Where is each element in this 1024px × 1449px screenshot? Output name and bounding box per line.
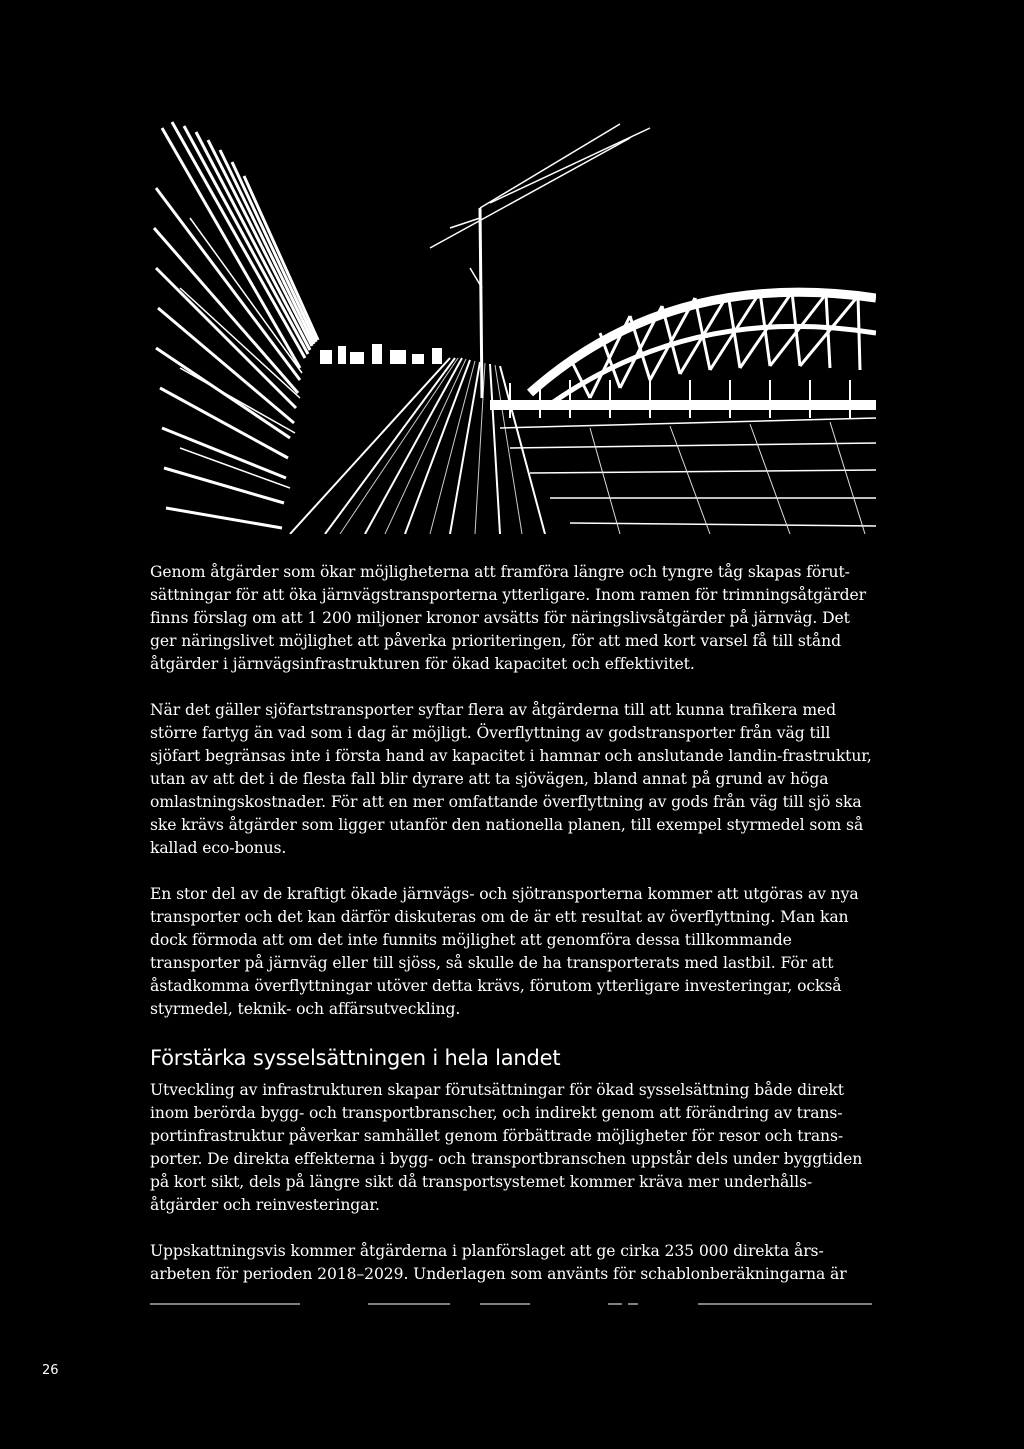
bottom-rule — [150, 1290, 878, 1310]
section-heading: Förstärka sysselsättningen i hela landet — [150, 1046, 561, 1070]
body-text — [150, 561, 878, 1310]
paragraph-4: Utveckling av infrastrukturen skapar förutsättningar för ökad sysselsättning både direkt inom berörda bygg- och transportbranscher, och indirekt genom att förändring av trans-portinfrastruktur påverkar samhället genom förbättrade möjligheter för resor och trans-porter. De direkta effekterna i bygg- och transportbranschen uppstår dels under byggtiden på kort sikt, dels på längre sikt då transportsystemet kommer kräva mer underhålls-åtgärder och reinvesteringar. — [150, 1081, 863, 1214]
railway-bridge-photo — [150, 118, 876, 534]
page-number: 26 — [42, 1363, 59, 1378]
paragraph-2: När det gäller sjöfartstransporter syftar flera av åtgärderna till att kunna trafikera med större fartyg än vad som i dag är möjligt. Överflyttning av godstransporter från väg till sjöfart begränsas inte i första hand av kapacitet i hamnar och anslutande landin-frastruktur, utan av att det i de flesta fall blir dyrare att ta sjövägen, bland annat på grund av höga omlastningskostnader. För att en mer omfattande överflyttning av gods från väg till sjö ska ske krävs åtgärder som ligger utanför den nationella planen, till exempel styrmedel som så kallad eco-bonus. — [150, 701, 872, 857]
paragraph-3: En stor del av de kraftigt ökade järnvägs- och sjötransporterna kommer att utgöras av nya transporter och det kan därför diskuteras om de är ett resultat av överflyttning. Man kan dock förmoda att om det inte funnits möjlighet att genomföra dessa tillkommande transporter på järnväg eller till sjöss, så skulle de ha transporterats med lastbil. För att åstadkomma överflyttningar utöver detta krävs, förutom ytterligare investeringar, också styrmedel, teknik- och affärsutveckling. — [150, 885, 859, 1018]
paragraph-1: Genom åtgärder som ökar möjligheterna att framföra längre och tyngre tåg skapas förut-sättningar för att öka järnvägstransporterna ytterligare. Inom ramen för trimningsåtgärder finns förslag om att 1 200 miljoner kronor avsätts för näringslivsåtgärder på järnväg. Det ger näringslivet möjlighet att påverka prioriteringen, för att med kort varsel få till stånd åtgärder i järnvägsinfrastrukturen för ökad kapacitet och effektivitet. — [150, 563, 866, 673]
bridge-illustration — [150, 118, 876, 534]
paragraph-5: Uppskattningsvis kommer åtgärderna i planförslaget att ge cirka 235 000 direkta års-arbeten för perioden 2018–2029. Underlagen som använts för schablonberäkningarna är — [150, 1242, 847, 1283]
